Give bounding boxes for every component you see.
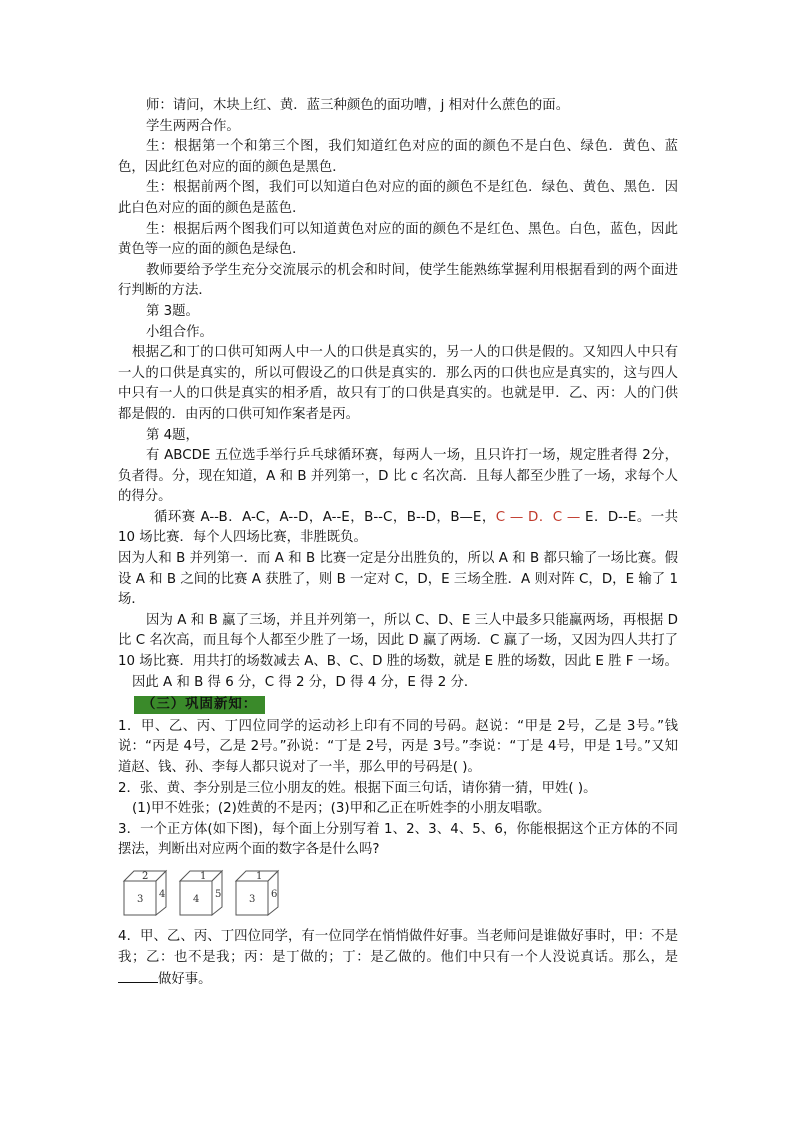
exercise-2-clues: (1)甲不姓张；(2)姓黄的不是丙；(3)甲和乙正在听姓李的小朋友唱歌。 bbox=[132, 801, 551, 817]
exercise-2: 2．张、黄、李分别是三位小朋友的姓。根据下面三句话，请你猜一猜，甲姓( )。 bbox=[118, 780, 597, 796]
cube-front-number: 4 bbox=[193, 893, 200, 905]
text-run: 做好事。 bbox=[158, 972, 212, 988]
paragraph bbox=[118, 508, 678, 549]
cube-top-number: 1 bbox=[256, 870, 263, 882]
answer-blank bbox=[118, 968, 158, 983]
cube-front-number: 3 bbox=[249, 893, 256, 905]
cube-top-number: 1 bbox=[200, 870, 207, 882]
paragraph: 有 ABCDE 五位选手举行乒乓球循环赛，每两人一场，且只许打一场，规定胜者得 2分，负者得。分，现在知道，A 和 B 并列第一，D 比 c 名次高．且每人都至少胜了一场，求每个人的得分。 bbox=[118, 448, 678, 505]
section-header bbox=[118, 695, 678, 716]
cube-front-number: 3 bbox=[137, 893, 144, 905]
cube-top-number: 2 bbox=[142, 870, 149, 882]
cube-figure bbox=[178, 869, 224, 921]
paragraph: 学生两两合作。 bbox=[146, 118, 240, 134]
highlighted-text: C — D．C — bbox=[495, 509, 581, 525]
paragraph: 生：根据前两个图，我们可以知道白色对应的面的颜色不是红色．绿色、黄色、黑色．因此白色对应的面的颜色是蓝色． bbox=[118, 180, 678, 216]
paragraph: 教师要给予学生充分交流展示的机会和时间，使学生能熟练掌握利用根据看到的两个面进行判断的方法． bbox=[118, 262, 678, 299]
paragraph: 生：根据第一个和第三个图，我们知道红色对应的面的颜色不是白色、绿色．黄色、蓝色，因此红色对应的面的颜色是黑色． bbox=[118, 139, 678, 175]
paragraph: 根据乙和丁的口供可知两人中一人的口供是真实的，另一人的口供是假的。又知四人中只有一人的口供是真实的，所以可假设乙的口供是真实的．那么丙的口供也应是真实的，这与四人中只有一人的口供是真实的相矛盾，故只有丁的口供是真实的。也就是甲．乙、丙：人的门供都是假的．由丙的口供可知作案者是丙。 bbox=[118, 345, 678, 422]
cube-figure bbox=[122, 869, 168, 921]
cube-figure bbox=[234, 869, 280, 921]
text-run: E．D--E。一共 10 场比赛．每个人四场比赛，非胜既负。 bbox=[118, 509, 678, 546]
paragraph: 第 4题， bbox=[146, 427, 199, 443]
exercise-3: 3．一个正方体(如下图)，每个面上分别写着 1、2、3、4、5、6，你能根据这个正方体的不同摆法，判断出对应两个面的数字各是什么吗? bbox=[118, 821, 678, 858]
cube-side-number: 5 bbox=[215, 888, 222, 900]
text-run: 4．甲、乙、丙、丁四位同学，有一位同学在悄悄做件好事。当老师问是谁做好事时，甲：不是我；乙：也不是我；丙：是丁做的；丁：是乙做的。他们中只有一个人没说真话。那么，是 bbox=[118, 928, 678, 965]
document-page bbox=[118, 96, 678, 991]
exercise-1: 1．甲、乙、丙、丁四位同学的运动衫上印有不同的号码。赵说：“甲是 2号，乙是 3号。”钱说：“丙是 4号，乙是 2号。”孙说：“丁是 2号，丙是 3号。”李说：“丁是 4号，甲是 1号。”又知道赵、钱、孙、李每人都只说对了一半，那么甲的号码是( )。 bbox=[118, 718, 678, 775]
paragraph: 师：请问，木块上红、黄．蓝三种颜色的面功嘈，j 相对什么蔗色的面。 bbox=[146, 98, 570, 113]
paragraph: 因此 A 和 B 得 6 分，C 得 2 分，D 得 4 分，E 得 2 分． bbox=[132, 674, 478, 690]
cube-figures bbox=[122, 869, 678, 921]
exercise-4 bbox=[118, 927, 678, 991]
text-run: 循环赛 A--B．A-C，A--D，A--E，B--C，B--D，B—E， bbox=[154, 509, 496, 525]
paragraph: 因为 A 和 B 赢了三场，并且并列第一，所以 C、D、E 三人中最多只能赢两场，再根据 D 比 C 名次高，而且每个人都至少胜了一场，因此 D 赢了两场．C 赢了一场，又因为四人共打了 10 场比赛．用共打的场数减去 A、B、C、D 胜的场数，就是 E 胜的场数，因此 E 胜 F 一场。 bbox=[118, 612, 678, 670]
paragraph: 第 3题。 bbox=[146, 303, 199, 319]
cube-side-number: 4 bbox=[159, 888, 166, 900]
paragraph: 因为人和 B 并列第一．而 A 和 B 比赛一定是分出胜负的，所以 A 和 B 都只输了一场比赛。假设 A 和 B 之间的比赛 A 获胜了，则 B 一定对 C，D，E 三场全胜．A 则对阵 C，D，E 输了 1 场． bbox=[118, 551, 678, 608]
paragraph: 生：根据后两个图我们可以知道黄色对应的面的颜色不是红色、黑色。白色，蓝色，因此黄色等一应的面的颜色是绿色． bbox=[118, 221, 678, 258]
cube-side-number: 6 bbox=[271, 888, 278, 900]
paragraph: 小组合作。 bbox=[146, 324, 213, 340]
section-title: （三）巩固新知： bbox=[134, 696, 265, 714]
